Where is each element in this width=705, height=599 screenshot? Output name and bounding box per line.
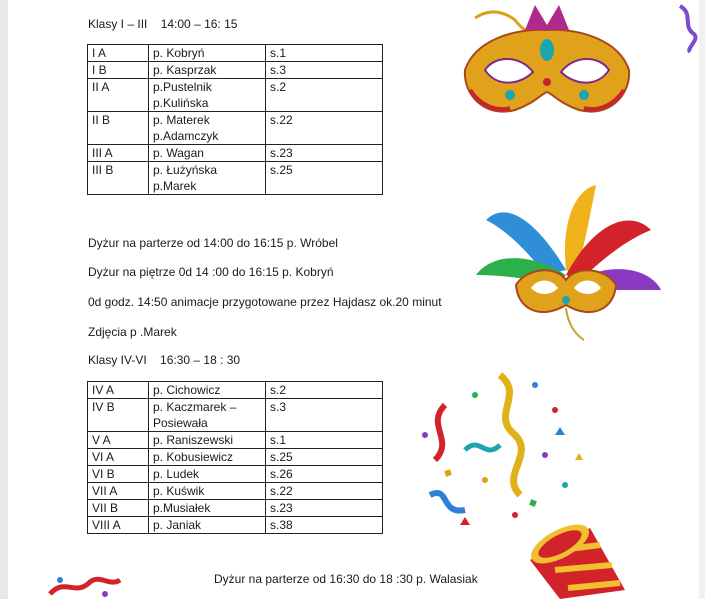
teacher-name: p. Kobryń — [153, 46, 205, 60]
duty-ground-note: Dyżur na parterze od 14:00 do 16:15 p. Wróbel — [88, 236, 338, 250]
teacher-name: p. Wagan — [153, 146, 204, 160]
teacher-name: p. Janiak — [153, 518, 202, 532]
class-cell: V A — [88, 432, 149, 449]
group1-heading — [88, 17, 237, 31]
streamer-icon — [40, 572, 130, 599]
group2-heading-classes: Klasy IV-VI — [88, 353, 147, 367]
room-cell: s.26 — [266, 466, 383, 483]
teacher-cell — [149, 449, 266, 466]
teacher-name: p.Marek — [153, 179, 197, 193]
carnival-mask-icon — [455, 0, 640, 135]
teacher-cell — [149, 500, 266, 517]
room-cell: s.3 — [266, 62, 383, 79]
class-cell: III B — [88, 162, 149, 195]
room-cell: s.2 — [266, 79, 383, 112]
room-cell: s.1 — [266, 432, 383, 449]
teacher-name: p. Ludek — [153, 467, 200, 481]
table-row — [88, 483, 383, 500]
teacher-name: p.Pustelnik — [153, 80, 212, 94]
class-cell: VI A — [88, 449, 149, 466]
class-cell: VII B — [88, 500, 149, 517]
schedule-table-2 — [87, 381, 383, 534]
animations-note: 0d godz. 14:50 animacje przygotowane przez Hajdasz ok.20 minut — [88, 295, 442, 309]
teacher-name: p. Cichowicz — [153, 383, 221, 397]
room-cell: s.25 — [266, 449, 383, 466]
page-left-margin — [0, 0, 8, 599]
table-row — [88, 45, 383, 62]
group2-heading — [88, 353, 240, 367]
room-cell: s.38 — [266, 517, 383, 534]
room-cell: s.22 — [266, 112, 383, 145]
table-row — [88, 466, 383, 483]
table-row — [88, 399, 383, 432]
teacher-cell — [149, 517, 266, 534]
feather-mask-icon — [466, 180, 666, 350]
teacher-name: p. Materek — [153, 113, 210, 127]
schedule-table-1 — [87, 44, 383, 195]
table-row — [88, 112, 383, 145]
teacher-cell — [149, 62, 266, 79]
teacher-name: p. Kaczmarek – — [153, 400, 237, 414]
party-popper-icon — [520, 520, 630, 599]
room-cell: s.25 — [266, 162, 383, 195]
class-cell: IV A — [88, 382, 149, 399]
class-cell: VI B — [88, 466, 149, 483]
teacher-cell — [149, 112, 266, 145]
teacher-cell — [149, 432, 266, 449]
teacher-name: p. Kuświk — [153, 484, 205, 498]
teacher-cell — [149, 483, 266, 500]
class-cell: IV B — [88, 399, 149, 432]
room-cell: s.23 — [266, 145, 383, 162]
table-row — [88, 382, 383, 399]
class-cell: I B — [88, 62, 149, 79]
table-row — [88, 145, 383, 162]
room-cell: s.2 — [266, 382, 383, 399]
room-cell: s.23 — [266, 500, 383, 517]
room-cell: s.1 — [266, 45, 383, 62]
group1-heading-classes: Klasy I – III — [88, 17, 148, 31]
class-cell: I A — [88, 45, 149, 62]
teacher-cell — [149, 79, 266, 112]
table-row — [88, 500, 383, 517]
table-row — [88, 449, 383, 466]
teacher-cell — [149, 162, 266, 195]
teacher-cell — [149, 399, 266, 432]
table-row — [88, 62, 383, 79]
photos-note: Zdjęcia p .Marek — [88, 325, 177, 339]
room-cell: s.3 — [266, 399, 383, 432]
teacher-name: p.Adamczyk — [153, 129, 219, 143]
group1-heading-time: 14:00 – 16: 15 — [160, 17, 238, 31]
table-row — [88, 517, 383, 534]
class-cell: III A — [88, 145, 149, 162]
group2-heading-time: 16:30 – 18 : 30 — [160, 353, 241, 367]
teacher-name: p. Raniszewski — [153, 433, 234, 447]
teacher-name: p. Kobusiewicz — [153, 450, 234, 464]
room-cell: s.22 — [266, 483, 383, 500]
duty-ground-late-note: Dyżur na parterze od 16:30 do 18 :30 p. Walasiak — [214, 572, 478, 586]
streamer-icon — [676, 4, 700, 54]
teacher-name: p. Łużyńska — [153, 163, 218, 177]
class-cell: VIII A — [88, 517, 149, 534]
page-right-margin — [699, 0, 705, 599]
teacher-name: p. Kasprzak — [153, 63, 217, 77]
teacher-name: p.Kulińska — [153, 96, 209, 110]
teacher-cell — [149, 466, 266, 483]
table-row — [88, 162, 383, 195]
teacher-name: p.Musiałek — [153, 501, 211, 515]
class-cell: II A — [88, 79, 149, 112]
table-row — [88, 79, 383, 112]
class-cell: II B — [88, 112, 149, 145]
teacher-cell — [149, 382, 266, 399]
teacher-cell — [149, 145, 266, 162]
duty-floor-note: Dyżur na piętrze 0d 14 :00 do 16:15 p. Kobryń — [88, 265, 334, 279]
teacher-name: Posiewała — [153, 416, 208, 430]
class-cell: VII A — [88, 483, 149, 500]
table-row — [88, 432, 383, 449]
teacher-cell — [149, 45, 266, 62]
